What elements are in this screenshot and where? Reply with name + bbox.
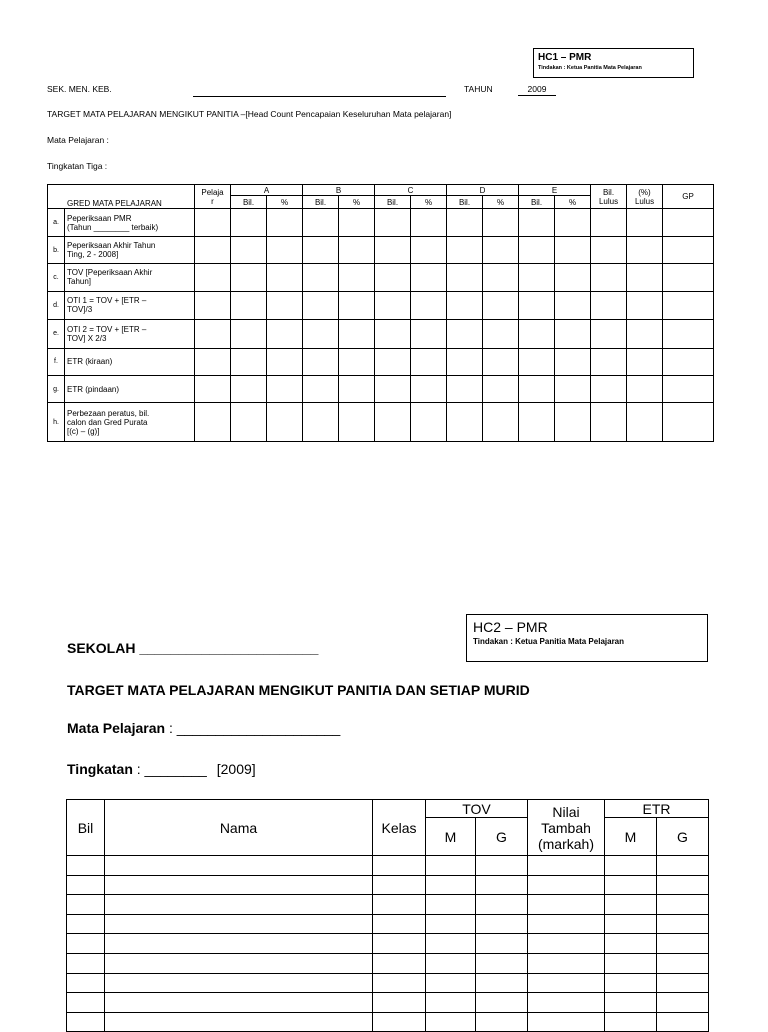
- input-cell[interactable]: [528, 934, 605, 954]
- col-tov-header: TOV: [426, 800, 528, 818]
- input-cell[interactable]: [555, 236, 591, 263]
- input-cell[interactable]: [483, 320, 519, 348]
- input-cell[interactable]: [426, 973, 476, 993]
- input-cell[interactable]: [105, 895, 373, 915]
- student-row: [67, 875, 709, 895]
- input-cell[interactable]: [663, 236, 714, 263]
- input-cell[interactable]: [657, 914, 709, 934]
- student-row: [67, 993, 709, 1013]
- hc2-school-label: SEKOLAH: [67, 640, 136, 656]
- input-cell[interactable]: [195, 209, 231, 236]
- grade-e-header: E: [519, 185, 591, 196]
- hc2-target-title: TARGET MATA PELAJARAN MENGIKUT PANITIA DAN SETIAP MURID: [67, 682, 530, 698]
- hc1-level-label: Tingkatan Tiga :: [47, 161, 108, 171]
- input-cell[interactable]: [303, 375, 339, 402]
- input-cell[interactable]: [476, 914, 528, 934]
- hc1-form-code: HC1 – PMR: [538, 52, 592, 63]
- input-cell[interactable]: [105, 1012, 373, 1032]
- input-cell[interactable]: [476, 1012, 528, 1032]
- input-cell[interactable]: [447, 320, 483, 348]
- input-cell[interactable]: [375, 403, 411, 442]
- row-letter: g.: [48, 375, 65, 402]
- row-letter: e.: [48, 320, 65, 348]
- input-cell[interactable]: [231, 264, 267, 291]
- input-cell[interactable]: [627, 264, 663, 291]
- row-description: OTI 1 = TOV + [ETR – TOV]/3: [65, 291, 195, 319]
- input-cell[interactable]: [373, 934, 426, 954]
- bil-subheader: Bil.: [519, 196, 555, 209]
- input-cell[interactable]: [605, 1012, 657, 1032]
- input-cell[interactable]: [476, 993, 528, 1013]
- bil-subheader: Bil.: [231, 196, 267, 209]
- hc2-school-line: [67, 640, 318, 656]
- input-cell[interactable]: [267, 375, 303, 402]
- input-cell[interactable]: [528, 973, 605, 993]
- input-cell[interactable]: [231, 403, 267, 442]
- input-cell[interactable]: [339, 403, 375, 442]
- input-cell[interactable]: [605, 993, 657, 1013]
- input-cell[interactable]: [663, 209, 714, 236]
- input-cell[interactable]: [426, 1012, 476, 1032]
- input-cell[interactable]: [605, 934, 657, 954]
- student-row: [67, 1012, 709, 1032]
- input-cell[interactable]: [267, 403, 303, 442]
- input-cell[interactable]: [627, 375, 663, 402]
- input-cell[interactable]: [303, 264, 339, 291]
- bil-subheader: Bil.: [447, 196, 483, 209]
- hc2-subject-line: [67, 720, 340, 736]
- input-cell[interactable]: [105, 934, 373, 954]
- hc2-level-blank[interactable]: : ________: [132, 761, 207, 777]
- input-cell[interactable]: [426, 993, 476, 1013]
- col-kelas-header: Kelas: [373, 800, 426, 856]
- input-cell[interactable]: [339, 348, 375, 375]
- hc1-table-row: [48, 209, 714, 236]
- input-cell[interactable]: [339, 236, 375, 263]
- input-cell[interactable]: [105, 993, 373, 1013]
- hc1-headcount-table: [47, 184, 714, 442]
- input-cell[interactable]: [528, 1012, 605, 1032]
- input-cell[interactable]: [591, 403, 627, 442]
- col-nama-header: Nama: [105, 800, 373, 856]
- input-cell[interactable]: [591, 236, 627, 263]
- school-label: SEK. MEN. KEB.: [47, 84, 112, 94]
- tov-g-header: G: [476, 818, 528, 856]
- input-cell[interactable]: [105, 953, 373, 973]
- input-cell[interactable]: [303, 320, 339, 348]
- input-cell[interactable]: [483, 291, 519, 319]
- student-row: [67, 953, 709, 973]
- input-cell[interactable]: [267, 236, 303, 263]
- input-cell[interactable]: [483, 403, 519, 442]
- input-cell[interactable]: [373, 895, 426, 915]
- hc1-target-title: TARGET MATA PELAJARAN MENGIKUT PANITIA –[Head Count Pencapaian Keseluruhan Mata pelajaran]: [47, 109, 452, 119]
- input-cell[interactable]: [267, 348, 303, 375]
- input-cell[interactable]: [375, 348, 411, 375]
- input-cell[interactable]: [657, 856, 709, 876]
- input-cell[interactable]: [519, 209, 555, 236]
- hc2-school-blank[interactable]: _______________________: [139, 640, 319, 656]
- input-cell[interactable]: [411, 209, 447, 236]
- hc2-form-code-box: [466, 614, 708, 662]
- input-cell[interactable]: [67, 953, 105, 973]
- input-cell[interactable]: [591, 375, 627, 402]
- input-cell[interactable]: [339, 375, 375, 402]
- input-cell[interactable]: [663, 403, 714, 442]
- input-cell[interactable]: [591, 209, 627, 236]
- input-cell[interactable]: [528, 856, 605, 876]
- input-cell[interactable]: [657, 993, 709, 1013]
- input-cell[interactable]: [67, 993, 105, 1013]
- input-cell[interactable]: [657, 875, 709, 895]
- input-cell[interactable]: [411, 264, 447, 291]
- pct-subheader: %: [339, 196, 375, 209]
- student-row: [67, 973, 709, 993]
- input-cell[interactable]: [231, 320, 267, 348]
- year-label: TAHUN: [464, 84, 493, 94]
- input-cell[interactable]: [339, 209, 375, 236]
- input-cell[interactable]: [528, 914, 605, 934]
- input-cell[interactable]: [476, 973, 528, 993]
- input-cell[interactable]: [447, 291, 483, 319]
- etr-g-header: G: [657, 818, 709, 856]
- input-cell[interactable]: [447, 375, 483, 402]
- bil-subheader: Bil.: [303, 196, 339, 209]
- input-cell[interactable]: [663, 375, 714, 402]
- input-cell[interactable]: [411, 291, 447, 319]
- input-cell[interactable]: [105, 973, 373, 993]
- hc1-action-note: Tindakan : Ketua Panitia Mata Pelajaran: [538, 65, 642, 71]
- grade-c-header: C: [375, 185, 447, 196]
- input-cell[interactable]: [303, 209, 339, 236]
- hc1-form-code-box: [533, 48, 694, 78]
- col-bil-header: Bil: [67, 800, 105, 856]
- input-cell[interactable]: [195, 264, 231, 291]
- input-cell[interactable]: [375, 236, 411, 263]
- input-cell[interactable]: [373, 914, 426, 934]
- input-cell[interactable]: [483, 209, 519, 236]
- input-cell[interactable]: [195, 348, 231, 375]
- student-row: [67, 856, 709, 876]
- input-cell[interactable]: [105, 875, 373, 895]
- row-letter: h.: [48, 403, 65, 442]
- input-cell[interactable]: [528, 875, 605, 895]
- input-cell[interactable]: [231, 375, 267, 402]
- row-description: Perbezaan peratus, bil. calon dan Gred Purata [(c) – (g)]: [65, 403, 195, 442]
- input-cell[interactable]: [476, 895, 528, 915]
- input-cell[interactable]: [267, 209, 303, 236]
- hc1-table-row: [48, 403, 714, 442]
- hc2-student-table: [66, 799, 709, 1032]
- hc2-subject-blank[interactable]: : _____________________: [165, 720, 341, 736]
- input-cell[interactable]: [373, 1012, 426, 1032]
- hc1-subject-label: Mata Pelajaran :: [47, 135, 109, 145]
- row-description: Peperiksaan Akhir Tahun Ting, 2 - 2008]: [65, 236, 195, 263]
- input-cell[interactable]: [483, 348, 519, 375]
- pct-subheader: %: [411, 196, 447, 209]
- input-cell[interactable]: [195, 291, 231, 319]
- row-letter: d.: [48, 291, 65, 319]
- tov-m-header: M: [426, 818, 476, 856]
- grade-a-header: A: [231, 185, 303, 196]
- row-letter: c.: [48, 264, 65, 291]
- input-cell[interactable]: [528, 953, 605, 973]
- input-cell[interactable]: [663, 320, 714, 348]
- bil-lulus-header: Bil. Lulus: [591, 185, 627, 209]
- input-cell[interactable]: [627, 291, 663, 319]
- pct-subheader: %: [267, 196, 303, 209]
- input-cell[interactable]: [67, 973, 105, 993]
- input-cell[interactable]: [519, 264, 555, 291]
- input-cell[interactable]: [411, 236, 447, 263]
- input-cell[interactable]: [591, 291, 627, 319]
- col-etr-header: ETR: [605, 800, 709, 818]
- input-cell[interactable]: [627, 236, 663, 263]
- input-cell[interactable]: [195, 320, 231, 348]
- grade-b-header: B: [303, 185, 375, 196]
- input-cell[interactable]: [447, 403, 483, 442]
- input-cell[interactable]: [195, 236, 231, 263]
- input-cell[interactable]: [555, 291, 591, 319]
- hc1-table-body: [48, 209, 714, 442]
- input-cell[interactable]: [657, 934, 709, 954]
- pct-lulus-header: (%) Lulus: [627, 185, 663, 209]
- input-cell[interactable]: [426, 875, 476, 895]
- grade-d-header: D: [447, 185, 519, 196]
- input-cell[interactable]: [555, 264, 591, 291]
- input-cell[interactable]: [411, 403, 447, 442]
- input-cell[interactable]: [426, 953, 476, 973]
- input-cell[interactable]: [267, 320, 303, 348]
- input-cell[interactable]: [519, 375, 555, 402]
- input-cell[interactable]: [605, 895, 657, 915]
- input-cell[interactable]: [555, 209, 591, 236]
- input-cell[interactable]: [528, 895, 605, 915]
- year-value[interactable]: 2009: [518, 84, 556, 96]
- input-cell[interactable]: [339, 320, 375, 348]
- input-cell[interactable]: [105, 914, 373, 934]
- input-cell[interactable]: [663, 348, 714, 375]
- input-cell[interactable]: [267, 264, 303, 291]
- input-cell[interactable]: [447, 264, 483, 291]
- input-cell[interactable]: [231, 291, 267, 319]
- hc1-table-row: [48, 320, 714, 348]
- input-cell[interactable]: [519, 291, 555, 319]
- input-cell[interactable]: [447, 209, 483, 236]
- input-cell[interactable]: [373, 953, 426, 973]
- input-cell[interactable]: [375, 209, 411, 236]
- input-cell[interactable]: [627, 320, 663, 348]
- col-gred-header: GRED MATA PELAJARAN: [48, 185, 195, 209]
- input-cell[interactable]: [483, 375, 519, 402]
- hc2-level-label: Tingkatan: [67, 761, 133, 777]
- input-cell[interactable]: [663, 291, 714, 319]
- input-cell[interactable]: [303, 403, 339, 442]
- hc1-table-row: [48, 236, 714, 263]
- input-cell[interactable]: [627, 209, 663, 236]
- input-cell[interactable]: [519, 236, 555, 263]
- input-cell[interactable]: [591, 320, 627, 348]
- input-cell[interactable]: [67, 934, 105, 954]
- row-letter: f.: [48, 348, 65, 375]
- etr-m-header: M: [605, 818, 657, 856]
- input-cell[interactable]: [476, 953, 528, 973]
- hc2-level-line: [67, 761, 256, 777]
- row-description: ETR (pindaan): [65, 375, 195, 402]
- pct-subheader: %: [555, 196, 591, 209]
- row-letter: b.: [48, 236, 65, 263]
- input-cell[interactable]: [447, 236, 483, 263]
- input-cell[interactable]: [231, 236, 267, 263]
- input-cell[interactable]: [663, 264, 714, 291]
- input-cell[interactable]: [605, 953, 657, 973]
- hc1-table-row: [48, 291, 714, 319]
- input-cell[interactable]: [555, 348, 591, 375]
- input-cell[interactable]: [105, 856, 373, 876]
- input-cell[interactable]: [67, 895, 105, 915]
- input-cell[interactable]: [476, 856, 528, 876]
- input-cell[interactable]: [373, 856, 426, 876]
- input-cell[interactable]: [657, 953, 709, 973]
- input-cell[interactable]: [375, 291, 411, 319]
- hc1-table-row: [48, 375, 714, 402]
- student-row: [67, 934, 709, 954]
- input-cell[interactable]: [67, 914, 105, 934]
- bil-subheader: Bil.: [375, 196, 411, 209]
- input-cell[interactable]: [195, 403, 231, 442]
- input-cell[interactable]: [426, 914, 476, 934]
- student-row: [67, 914, 709, 934]
- input-cell[interactable]: [555, 403, 591, 442]
- hc2-action-note: Tindakan : Ketua Panitia Mata Pelajaran: [473, 637, 625, 646]
- input-cell[interactable]: [426, 895, 476, 915]
- input-cell[interactable]: [411, 375, 447, 402]
- input-cell[interactable]: [591, 264, 627, 291]
- input-cell[interactable]: [519, 403, 555, 442]
- input-cell[interactable]: [231, 348, 267, 375]
- input-cell[interactable]: [373, 973, 426, 993]
- input-cell[interactable]: [657, 895, 709, 915]
- hc2-form-code: HC2 – PMR: [473, 619, 548, 635]
- input-cell[interactable]: [373, 875, 426, 895]
- hc2-level-year: [2009]: [216, 761, 256, 777]
- input-cell[interactable]: [303, 236, 339, 263]
- col-nilai-tambah-header: Nilai Tambah (markah): [528, 800, 605, 856]
- input-cell[interactable]: [67, 1012, 105, 1032]
- input-cell[interactable]: [519, 348, 555, 375]
- input-cell[interactable]: [411, 348, 447, 375]
- row-description: OTI 2 = TOV + [ETR – TOV] X 2/3: [65, 320, 195, 348]
- input-cell[interactable]: [339, 291, 375, 319]
- school-name-line[interactable]: [193, 96, 446, 97]
- input-cell[interactable]: [375, 375, 411, 402]
- input-cell[interactable]: [555, 375, 591, 402]
- input-cell[interactable]: [605, 973, 657, 993]
- input-cell[interactable]: [483, 236, 519, 263]
- hc2-table-body: [67, 856, 709, 1032]
- input-cell[interactable]: [627, 348, 663, 375]
- row-description: Peperiksaan PMR (Tahun ________ terbaik): [65, 209, 195, 236]
- row-letter: a.: [48, 209, 65, 236]
- input-cell[interactable]: [476, 875, 528, 895]
- hc1-table-row: [48, 264, 714, 291]
- input-cell[interactable]: [67, 875, 105, 895]
- input-cell[interactable]: [605, 914, 657, 934]
- input-cell[interactable]: [303, 291, 339, 319]
- input-cell[interactable]: [605, 856, 657, 876]
- gp-header: GP: [663, 185, 714, 209]
- input-cell[interactable]: [373, 993, 426, 1013]
- input-cell[interactable]: [605, 875, 657, 895]
- input-cell[interactable]: [657, 973, 709, 993]
- input-cell[interactable]: [303, 348, 339, 375]
- row-description: TOV [Peperiksaan Akhir Tahun]: [65, 264, 195, 291]
- student-row: [67, 895, 709, 915]
- input-cell[interactable]: [339, 264, 375, 291]
- input-cell[interactable]: [476, 934, 528, 954]
- input-cell[interactable]: [375, 264, 411, 291]
- input-cell[interactable]: [528, 993, 605, 1013]
- hc1-table-row: [48, 348, 714, 375]
- input-cell[interactable]: [555, 320, 591, 348]
- input-cell[interactable]: [519, 320, 555, 348]
- input-cell[interactable]: [591, 348, 627, 375]
- input-cell[interactable]: [426, 934, 476, 954]
- input-cell[interactable]: [267, 291, 303, 319]
- input-cell[interactable]: [231, 209, 267, 236]
- input-cell[interactable]: [426, 856, 476, 876]
- input-cell[interactable]: [411, 320, 447, 348]
- input-cell[interactable]: [657, 1012, 709, 1032]
- input-cell[interactable]: [67, 856, 105, 876]
- input-cell[interactable]: [627, 403, 663, 442]
- col-pelajar-header: Pelaja r: [195, 185, 231, 209]
- input-cell[interactable]: [375, 320, 411, 348]
- pct-subheader: %: [483, 196, 519, 209]
- row-description: ETR (kiraan): [65, 348, 195, 375]
- input-cell[interactable]: [483, 264, 519, 291]
- input-cell[interactable]: [447, 348, 483, 375]
- hc2-subject-label: Mata Pelajaran: [67, 720, 166, 736]
- input-cell[interactable]: [195, 375, 231, 402]
